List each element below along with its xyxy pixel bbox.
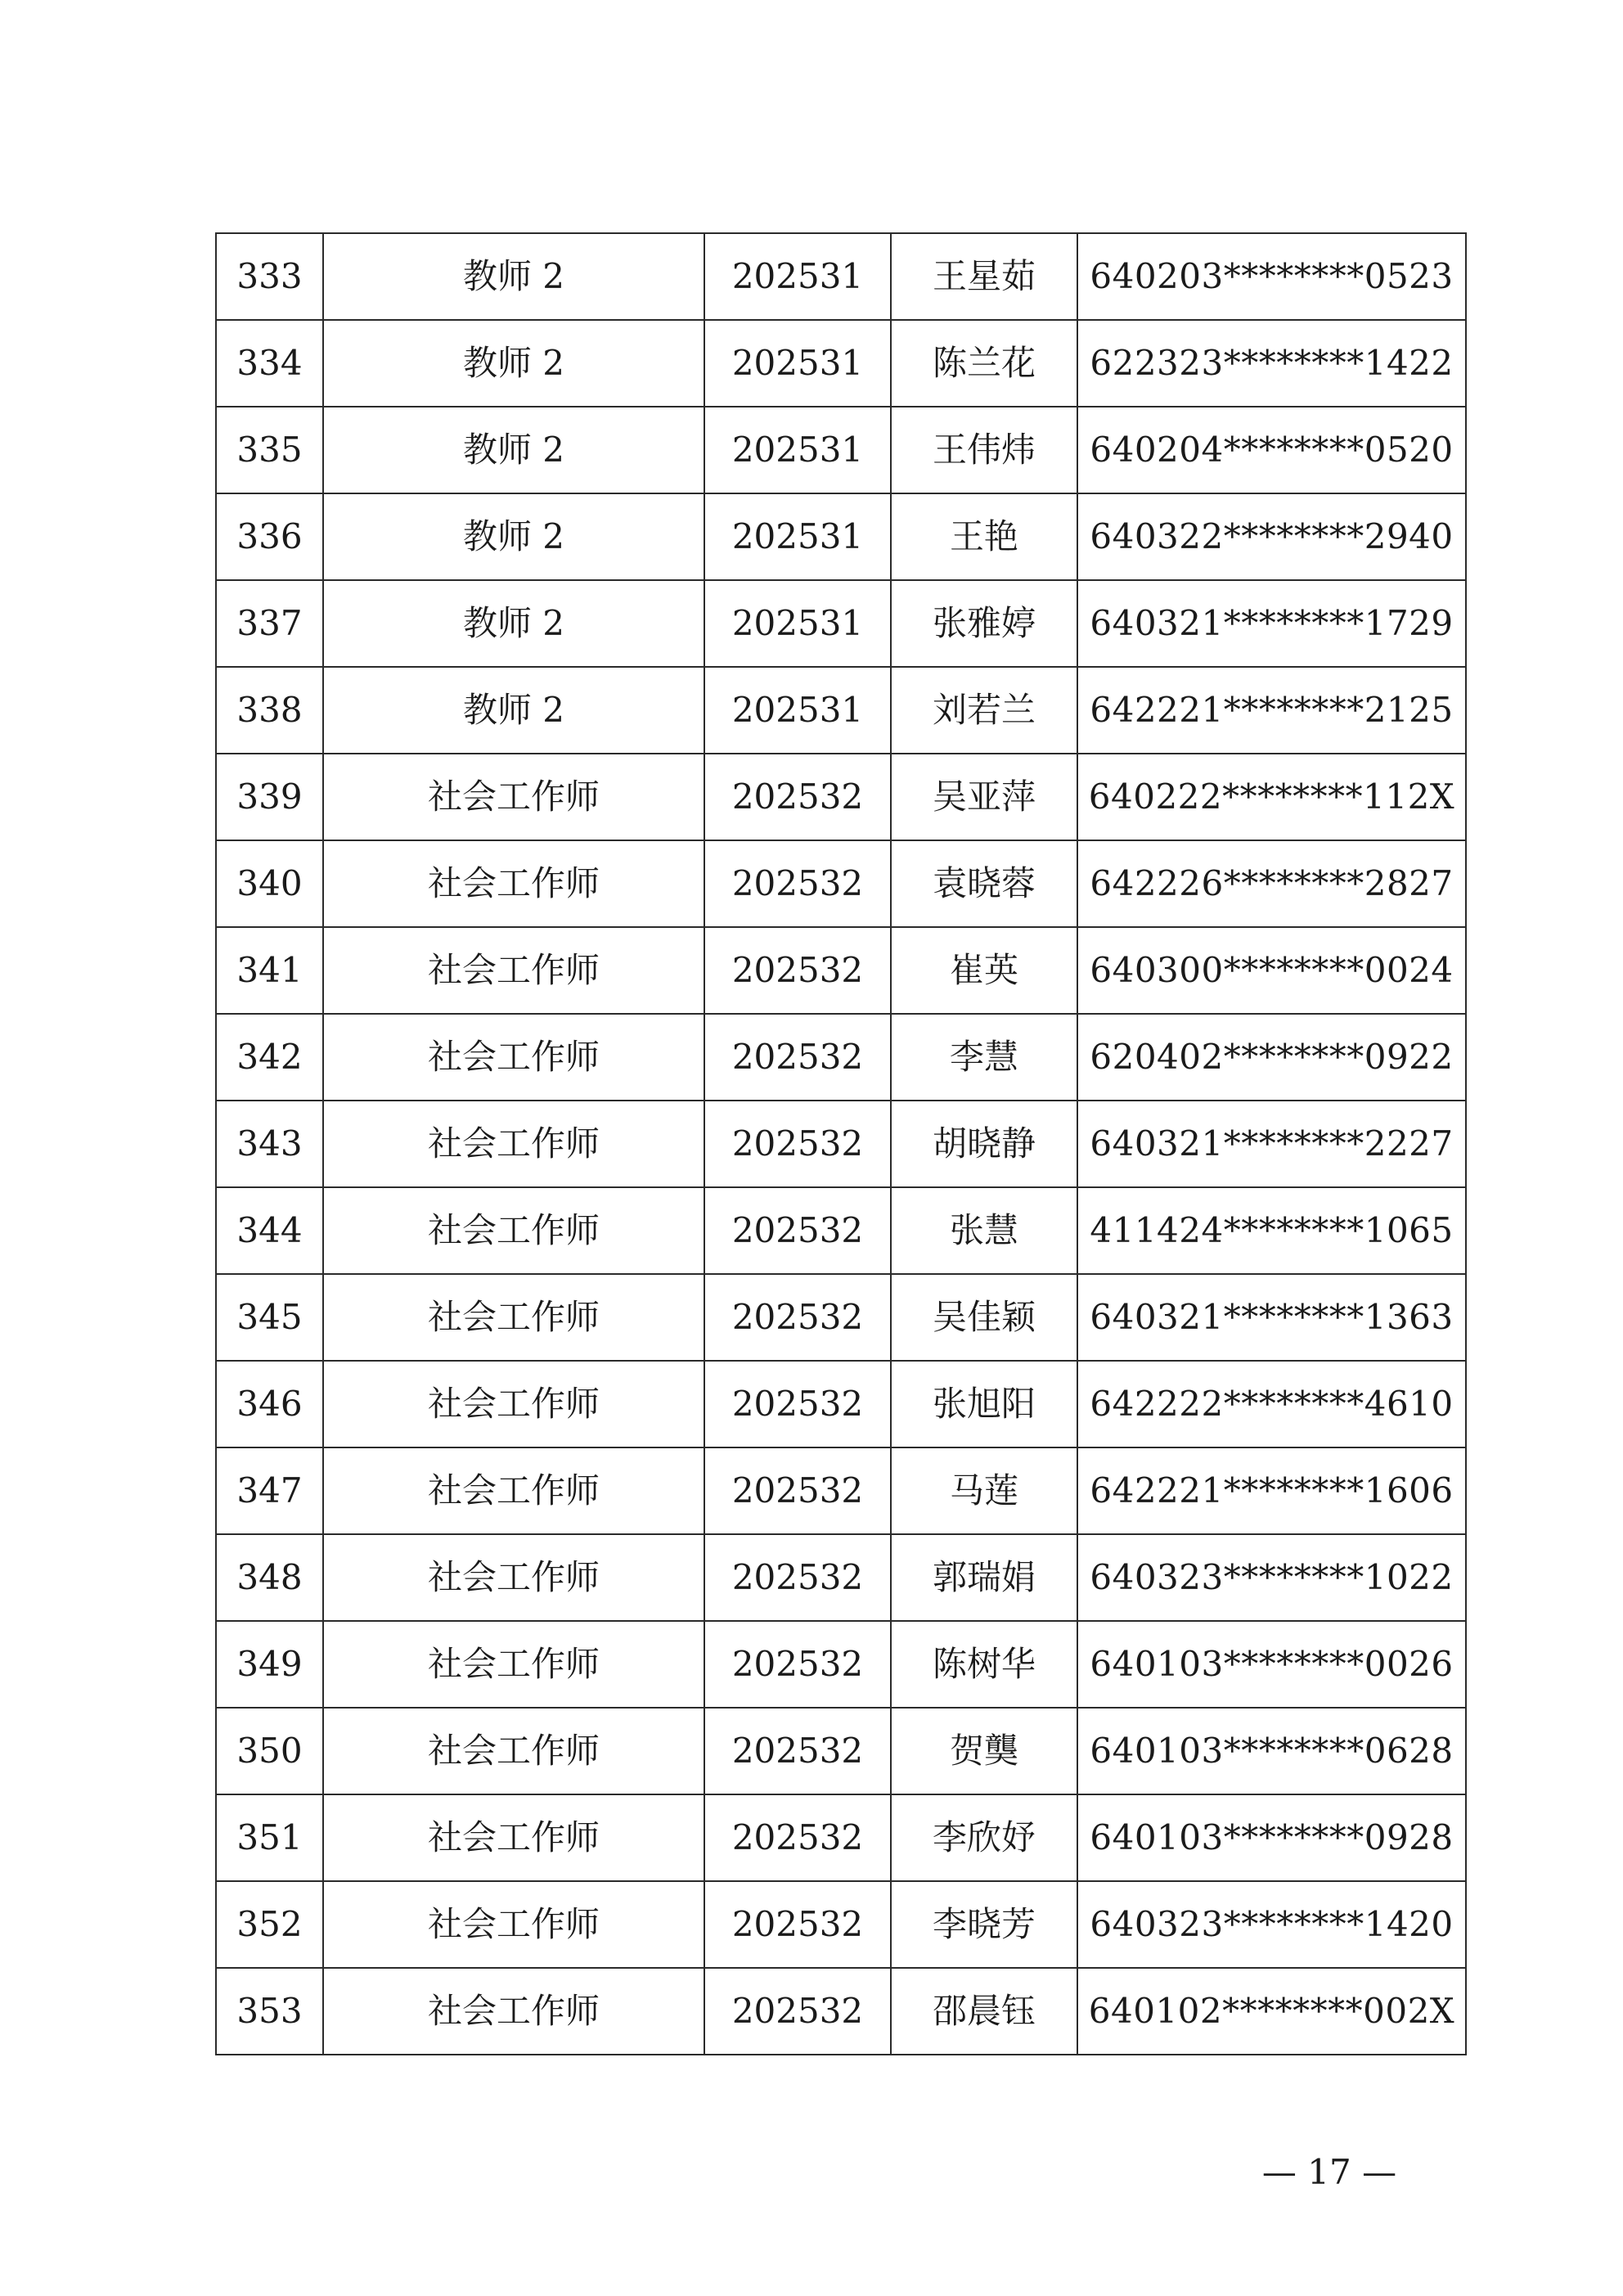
- page-number: — 17 —: [1261, 2152, 1397, 2192]
- candidate-name-cell: 马莲: [891, 1447, 1077, 1534]
- position-cell: 教师 2: [323, 493, 704, 580]
- sequence-cell: 349: [216, 1621, 323, 1708]
- id-number-cell: 640222********112X: [1077, 754, 1466, 840]
- sequence-cell: 346: [216, 1361, 323, 1447]
- sequence-cell: 348: [216, 1534, 323, 1621]
- table-row: [216, 407, 1466, 493]
- id-number-cell: 640321********1729: [1077, 580, 1466, 667]
- position-cell: 社会工作师: [323, 927, 704, 1014]
- position-cell: 社会工作师: [323, 1881, 704, 1968]
- candidate-name-cell: 张雅婷: [891, 580, 1077, 667]
- candidate-name-cell: 李慧: [891, 1014, 1077, 1101]
- table-row: [216, 1881, 1466, 1968]
- position-code-cell: 202532: [704, 1361, 891, 1447]
- table-row: [216, 1534, 1466, 1621]
- position-cell: 社会工作师: [323, 1447, 704, 1534]
- id-number-cell: 640102********002X: [1077, 1968, 1466, 2055]
- position-code-cell: 202532: [704, 1881, 891, 1968]
- sequence-cell: 352: [216, 1881, 323, 1968]
- id-number-cell: 640321********1363: [1077, 1274, 1466, 1361]
- id-number-cell: 640300********0024: [1077, 927, 1466, 1014]
- table-row: [216, 927, 1466, 1014]
- sequence-cell: 333: [216, 233, 323, 320]
- position-cell: 社会工作师: [323, 840, 704, 927]
- candidate-name-cell: 刘若兰: [891, 667, 1077, 754]
- table-row: [216, 1187, 1466, 1274]
- candidate-name-cell: 吴亚萍: [891, 754, 1077, 840]
- candidate-table-body: [216, 233, 1466, 2055]
- sequence-cell: 339: [216, 754, 323, 840]
- candidate-name-cell: 王艳: [891, 493, 1077, 580]
- table-row: [216, 233, 1466, 320]
- position-cell: 教师 2: [323, 580, 704, 667]
- position-cell: 教师 2: [323, 407, 704, 493]
- table-row: [216, 1621, 1466, 1708]
- candidate-name-cell: 袁晓蓉: [891, 840, 1077, 927]
- id-number-cell: 411424********1065: [1077, 1187, 1466, 1274]
- sequence-cell: 337: [216, 580, 323, 667]
- id-number-cell: 640323********1022: [1077, 1534, 1466, 1621]
- position-code-cell: 202532: [704, 1274, 891, 1361]
- sequence-cell: 334: [216, 320, 323, 407]
- position-cell: 社会工作师: [323, 754, 704, 840]
- position-cell: 社会工作师: [323, 1187, 704, 1274]
- position-cell: 社会工作师: [323, 1274, 704, 1361]
- id-number-cell: 642221********2125: [1077, 667, 1466, 754]
- table-row: [216, 1447, 1466, 1534]
- position-code-cell: 202532: [704, 1794, 891, 1881]
- candidate-name-cell: 李欣妤: [891, 1794, 1077, 1881]
- position-code-cell: 202532: [704, 1621, 891, 1708]
- table-row: [216, 1101, 1466, 1187]
- position-code-cell: 202532: [704, 840, 891, 927]
- position-cell: 教师 2: [323, 233, 704, 320]
- candidate-name-cell: 邵晨钰: [891, 1968, 1077, 2055]
- candidate-table: [215, 232, 1467, 2055]
- sequence-cell: 344: [216, 1187, 323, 1274]
- sequence-cell: 351: [216, 1794, 323, 1881]
- position-code-cell: 202532: [704, 754, 891, 840]
- position-cell: 教师 2: [323, 667, 704, 754]
- sequence-cell: 341: [216, 927, 323, 1014]
- position-code-cell: 202532: [704, 1968, 891, 2055]
- candidate-name-cell: 郭瑞娟: [891, 1534, 1077, 1621]
- candidate-name-cell: 吴佳颖: [891, 1274, 1077, 1361]
- sequence-cell: 342: [216, 1014, 323, 1101]
- position-code-cell: 202531: [704, 493, 891, 580]
- sequence-cell: 336: [216, 493, 323, 580]
- position-code-cell: 202531: [704, 320, 891, 407]
- candidate-name-cell: 陈兰花: [891, 320, 1077, 407]
- table-row: [216, 754, 1466, 840]
- position-cell: 社会工作师: [323, 1101, 704, 1187]
- table-row: [216, 493, 1466, 580]
- id-number-cell: 642226********2827: [1077, 840, 1466, 927]
- position-cell: 社会工作师: [323, 1361, 704, 1447]
- candidate-name-cell: 张旭阳: [891, 1361, 1077, 1447]
- candidate-name-cell: 王星茹: [891, 233, 1077, 320]
- candidate-name-cell: 崔英: [891, 927, 1077, 1014]
- sequence-cell: 338: [216, 667, 323, 754]
- position-cell: 社会工作师: [323, 1968, 704, 2055]
- table-row: [216, 840, 1466, 927]
- position-code-cell: 202532: [704, 1101, 891, 1187]
- sequence-cell: 335: [216, 407, 323, 493]
- position-code-cell: 202532: [704, 1708, 891, 1794]
- position-cell: 社会工作师: [323, 1621, 704, 1708]
- table-row: [216, 1708, 1466, 1794]
- position-code-cell: 202532: [704, 1014, 891, 1101]
- id-number-cell: 640103********0026: [1077, 1621, 1466, 1708]
- id-number-cell: 620402********0922: [1077, 1014, 1466, 1101]
- position-cell: 教师 2: [323, 320, 704, 407]
- candidate-name-cell: 贺龑: [891, 1708, 1077, 1794]
- position-cell: 社会工作师: [323, 1014, 704, 1101]
- table-row: [216, 1274, 1466, 1361]
- id-number-cell: 622323********1422: [1077, 320, 1466, 407]
- position-code-cell: 202531: [704, 580, 891, 667]
- table-row: [216, 1361, 1466, 1447]
- table-row: [216, 1968, 1466, 2055]
- candidate-name-cell: 张慧: [891, 1187, 1077, 1274]
- candidate-name-cell: 王伟炜: [891, 407, 1077, 493]
- position-cell: 社会工作师: [323, 1708, 704, 1794]
- table-row: [216, 667, 1466, 754]
- id-number-cell: 640203********0523: [1077, 233, 1466, 320]
- sequence-cell: 347: [216, 1447, 323, 1534]
- candidate-name-cell: 胡晓静: [891, 1101, 1077, 1187]
- sequence-cell: 353: [216, 1968, 323, 2055]
- position-code-cell: 202531: [704, 407, 891, 493]
- position-cell: 社会工作师: [323, 1534, 704, 1621]
- table-row: [216, 1794, 1466, 1881]
- table-row: [216, 320, 1466, 407]
- position-code-cell: 202532: [704, 1447, 891, 1534]
- position-code-cell: 202531: [704, 233, 891, 320]
- id-number-cell: 640204********0520: [1077, 407, 1466, 493]
- id-number-cell: 640103********0628: [1077, 1708, 1466, 1794]
- table-row: [216, 1014, 1466, 1101]
- id-number-cell: 642221********1606: [1077, 1447, 1466, 1534]
- position-cell: 社会工作师: [323, 1794, 704, 1881]
- position-code-cell: 202532: [704, 1534, 891, 1621]
- sequence-cell: 345: [216, 1274, 323, 1361]
- position-code-cell: 202532: [704, 927, 891, 1014]
- id-number-cell: 640103********0928: [1077, 1794, 1466, 1881]
- id-number-cell: 640323********1420: [1077, 1881, 1466, 1968]
- id-number-cell: 642222********4610: [1077, 1361, 1466, 1447]
- sequence-cell: 343: [216, 1101, 323, 1187]
- id-number-cell: 640321********2227: [1077, 1101, 1466, 1187]
- sequence-cell: 340: [216, 840, 323, 927]
- table-row: [216, 580, 1466, 667]
- position-code-cell: 202531: [704, 667, 891, 754]
- candidate-name-cell: 陈树华: [891, 1621, 1077, 1708]
- candidate-name-cell: 李晓芳: [891, 1881, 1077, 1968]
- position-code-cell: 202532: [704, 1187, 891, 1274]
- id-number-cell: 640322********2940: [1077, 493, 1466, 580]
- sequence-cell: 350: [216, 1708, 323, 1794]
